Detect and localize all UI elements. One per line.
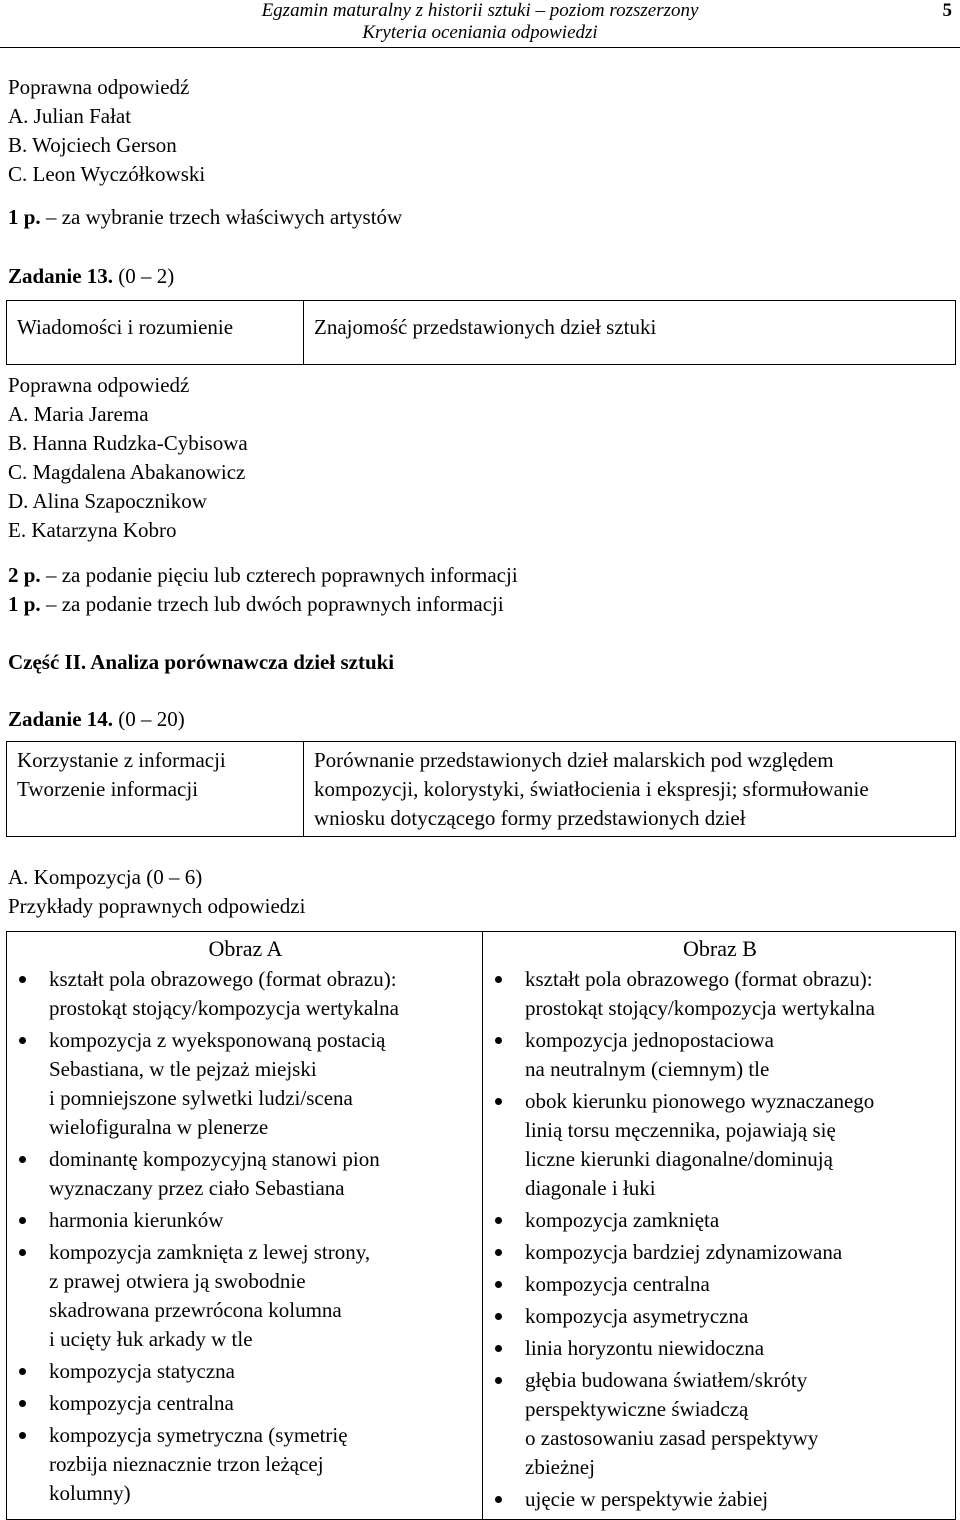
list-item-text: dominantę kompozycyjną stanowi pion wyznaczany przez ciało Sebastiana [49, 1147, 380, 1200]
list-item [491, 1302, 949, 1331]
answer-item: C. Leon Wyczółkowski [8, 162, 206, 186]
list-item [491, 1238, 949, 1267]
obraz-b-list [491, 965, 949, 1514]
answer-block-13 [8, 371, 248, 545]
list-item-text: kompozycja z wyeksponowaną postacią Sebastiana, w tle pejzaż miejski i pomniejszone sylwetki ludzi/scena wielofiguralna w plenerze [49, 1028, 386, 1139]
task-13-criteria-table [6, 300, 956, 365]
list-item-text: ujęcie w perspektywie żabiej [525, 1487, 769, 1511]
obraz-b-column [483, 932, 956, 1520]
comparison-table [6, 931, 956, 1520]
list-item-text: kompozycja statyczna [49, 1359, 236, 1383]
criteria-area: Wiadomości i rozumienie [7, 301, 304, 365]
task-range: (0 – 20) [113, 707, 185, 731]
criteria-requirement: Porównanie przedstawionych dzieł malarskich pod względem kompozycji, kolorystyki, światłocienia i ekspresji; sformułowanie wniosku dotyczącego formy przedstawionych dzieł [304, 742, 956, 837]
score-points: 1 p. [8, 592, 41, 616]
list-item-text: głębia budowana światłem/skróty perspektywiczne świadczą o zastosowaniu zasad perspektywy zbieżnej [525, 1368, 819, 1479]
score-rule [8, 561, 518, 590]
list-item [15, 1357, 476, 1386]
obraz-a-column [7, 932, 483, 1520]
page-number: 5 [942, 0, 952, 21]
answer-item: D. Alina Szapocznikow [8, 489, 207, 513]
list-item-text: kształt pola obrazowego (format obrazu): prostokąt stojący/kompozycja wertykalna [525, 967, 875, 1020]
section-a-title: A. Kompozycja (0 – 6) [8, 865, 203, 889]
list-item [15, 1145, 476, 1203]
score-rule-12 [8, 203, 402, 232]
answer-label: Poprawna odpowiedź [8, 75, 190, 99]
list-item-text: kształt pola obrazowego (format obrazu): prostokąt stojący/kompozycja wertykalna [49, 967, 399, 1020]
list-item-text: kompozycja zamknięta z lewej strony, z prawej otwiera ją swobodnie skadrowana przewrócona kolumna i ucięty łuk arkady w tle [49, 1240, 371, 1351]
list-item-text: kompozycja symetryczna (symetrię rozbija nieznacznie trzon leżącej kolumny) [49, 1423, 348, 1505]
list-item-text: kompozycja bardziej zdynamizowana [525, 1240, 843, 1264]
page-header [0, 0, 960, 48]
list-item [15, 1026, 476, 1142]
exam-title: Egzamin maturalny z historii sztuki – poziom rozszerzony [261, 0, 699, 21]
answer-item: E. Katarzyna Kobro [8, 518, 177, 542]
score-text: – za wybranie trzech właściwych artystów [40, 205, 403, 229]
list-item [491, 1206, 949, 1235]
section-a-heading [8, 863, 305, 921]
list-item-text: kompozycja centralna [525, 1272, 710, 1296]
task-14-criteria-table [6, 741, 956, 837]
list-item [491, 1485, 949, 1514]
list-item-text: kompozycja centralna [49, 1391, 234, 1415]
task-14-heading [8, 705, 185, 734]
list-item [491, 965, 949, 1023]
answer-item: A. Julian Fałat [8, 104, 132, 128]
list-item [491, 1087, 949, 1203]
section-a-subtitle: Przykłady poprawnych odpowiedzi [8, 894, 306, 918]
answer-item: B. Hanna Rudzka-Cybisowa [8, 431, 248, 455]
answer-block-12 [8, 73, 205, 189]
list-item [15, 965, 476, 1023]
list-item-text: linia horyzontu niewidoczna [525, 1336, 765, 1360]
exam-subtitle: Kryteria oceniania odpowiedzi [362, 22, 598, 43]
answer-item: C. Magdalena Abakanowicz [8, 460, 246, 484]
list-item [15, 1206, 476, 1235]
criteria-area: Korzystanie z informacji Tworzenie informacji [7, 742, 304, 837]
criteria-requirement: Znajomość przedstawionych dzieł sztuki [304, 301, 956, 365]
list-item [15, 1389, 476, 1418]
list-item-text: harmonia kierunków [49, 1208, 224, 1232]
task-range: (0 – 2) [113, 264, 175, 288]
header-divider [0, 47, 960, 48]
answer-item: B. Wojciech Gerson [8, 133, 177, 157]
score-points: 1 p. [8, 205, 41, 229]
list-item [491, 1026, 949, 1084]
list-item-text: kompozycja jednopostaciowa na neutralnym (ciemnym) tle [525, 1028, 775, 1081]
part-2-title: Część II. Analiza porównawcza dzieł sztuki [8, 650, 395, 674]
list-item [15, 1238, 476, 1354]
list-item [491, 1334, 949, 1363]
obraz-a-title: Obraz A [208, 936, 283, 961]
score-text: – za podanie pięciu lub czterech poprawnych informacji [40, 563, 518, 587]
task-13-heading [8, 262, 174, 291]
score-points: 2 p. [8, 563, 41, 587]
list-item-text: kompozycja zamknięta [525, 1208, 720, 1232]
score-rules-13 [8, 561, 518, 619]
task-title: Zadanie 13. [8, 264, 114, 288]
list-item [491, 1270, 949, 1299]
list-item [15, 1421, 476, 1508]
obraz-b-title: Obraz B [683, 936, 757, 961]
score-rule [8, 590, 518, 619]
task-title: Zadanie 14. [8, 707, 114, 731]
answer-label: Poprawna odpowiedź [8, 373, 190, 397]
score-text: – za podanie trzech lub dwóch poprawnych informacji [40, 592, 504, 616]
list-item-text: kompozycja asymetryczna [525, 1304, 749, 1328]
answer-item: A. Maria Jarema [8, 402, 149, 426]
obraz-a-list [15, 965, 476, 1508]
list-item [491, 1366, 949, 1482]
list-item-text: obok kierunku pionowego wyznaczanego linią torsu męczennika, pojawiają się liczne kierunki diagonalne/dominują diagonale i łuki [525, 1089, 875, 1200]
